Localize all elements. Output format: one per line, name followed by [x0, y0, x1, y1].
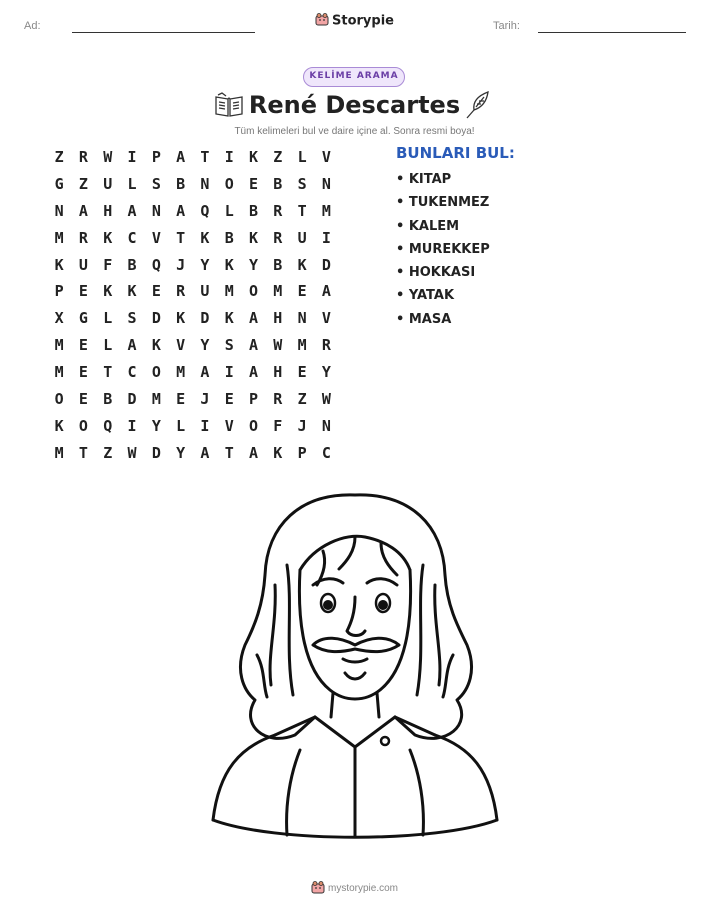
- grid-letter[interactable]: R: [273, 228, 283, 247]
- grid-letter[interactable]: R: [78, 228, 88, 247]
- grid-letter[interactable]: T: [78, 443, 88, 462]
- grid-letter[interactable]: O: [78, 416, 88, 435]
- grid-letter[interactable]: L: [127, 174, 137, 193]
- date-label: Tarih:: [493, 20, 520, 32]
- grid-letter[interactable]: M: [273, 282, 283, 301]
- grid-letter[interactable]: A: [249, 363, 259, 382]
- grid-letter[interactable]: N: [54, 201, 64, 220]
- grid-letter[interactable]: I: [224, 363, 234, 382]
- grid-letter[interactable]: N: [200, 174, 210, 193]
- grid-letter[interactable]: D: [200, 309, 210, 328]
- grid-letter[interactable]: Y: [176, 443, 186, 462]
- grid-letter[interactable]: V: [321, 148, 331, 166]
- grid-letter[interactable]: Q: [200, 201, 210, 220]
- grid-letter[interactable]: K: [176, 309, 186, 328]
- footer-url: mystorypie.com: [327, 883, 398, 894]
- grid-row: [47, 359, 339, 386]
- grid-letter[interactable]: Q: [151, 255, 161, 274]
- descartes-coloring-portrait: [205, 485, 505, 844]
- grid-letter[interactable]: C: [127, 228, 137, 247]
- grid-letter[interactable]: K: [127, 282, 137, 301]
- grid-letter[interactable]: O: [249, 416, 259, 435]
- grid-row: [47, 171, 339, 198]
- grid-row: [47, 413, 339, 440]
- grid-letter[interactable]: Z: [273, 148, 283, 166]
- grid-letter[interactable]: T: [103, 363, 113, 382]
- grid-letter[interactable]: E: [78, 336, 88, 355]
- word-item: • YATAK: [396, 288, 455, 304]
- grid-letter[interactable]: J: [297, 416, 307, 435]
- grid-letter[interactable]: E: [78, 282, 88, 301]
- grid-letter[interactable]: A: [78, 201, 88, 220]
- grid-letter[interactable]: K: [54, 255, 64, 274]
- grid-letter[interactable]: E: [78, 363, 88, 382]
- grid-letter[interactable]: W: [273, 336, 283, 355]
- grid-letter[interactable]: H: [273, 309, 283, 328]
- grid-letter[interactable]: B: [273, 174, 283, 193]
- grid-letter[interactable]: F: [103, 255, 113, 274]
- grid-letter[interactable]: B: [103, 390, 113, 409]
- grid-letter[interactable]: B: [273, 255, 283, 274]
- grid-letter[interactable]: I: [127, 148, 137, 166]
- grid-letter[interactable]: B: [224, 228, 234, 247]
- grid-letter[interactable]: I: [321, 228, 331, 247]
- grid-letter[interactable]: K: [151, 336, 161, 355]
- word-item: • HOKKASI: [396, 265, 476, 281]
- grid-letter[interactable]: Y: [200, 336, 210, 355]
- grid-letter[interactable]: F: [273, 416, 283, 435]
- grid-letter[interactable]: K: [103, 228, 113, 247]
- grid-letter[interactable]: S: [127, 309, 137, 328]
- grid-letter[interactable]: K: [249, 148, 259, 166]
- brand-header: [0, 12, 709, 30]
- grid-letter[interactable]: H: [273, 363, 283, 382]
- grid-letter[interactable]: E: [176, 390, 186, 409]
- name-line: [72, 32, 255, 33]
- storypie-logo-icon: [311, 880, 325, 897]
- grid-letter[interactable]: O: [151, 363, 161, 382]
- grid-letter[interactable]: A: [127, 201, 137, 220]
- grid-letter[interactable]: A: [249, 336, 259, 355]
- grid-letter[interactable]: I: [127, 416, 137, 435]
- name-label: Ad:: [24, 20, 41, 32]
- grid-letter[interactable]: R: [321, 336, 331, 355]
- grid-letter[interactable]: M: [151, 390, 161, 409]
- grid-letter[interactable]: M: [176, 363, 186, 382]
- grid-letter[interactable]: L: [103, 336, 113, 355]
- grid-letter[interactable]: K: [103, 282, 113, 301]
- grid-letter[interactable]: M: [297, 336, 307, 355]
- grid-letter[interactable]: A: [200, 363, 210, 382]
- grid-letter[interactable]: P: [54, 282, 64, 301]
- grid-letter[interactable]: T: [176, 228, 186, 247]
- grid-letter[interactable]: V: [321, 309, 331, 328]
- word-item: • TUKENMEZ: [396, 195, 490, 211]
- grid-row: [47, 225, 339, 252]
- grid-letter[interactable]: T: [200, 148, 210, 166]
- grid-letter[interactable]: M: [54, 336, 64, 355]
- grid-letter[interactable]: B: [176, 174, 186, 193]
- grid-letter[interactable]: C: [321, 443, 331, 462]
- grid-letter[interactable]: V: [151, 228, 161, 247]
- grid-letter[interactable]: W: [321, 390, 331, 409]
- grid-letter[interactable]: E: [297, 363, 307, 382]
- grid-row: [47, 198, 339, 225]
- grid-letter[interactable]: Z: [297, 390, 307, 409]
- grid-letter[interactable]: K: [297, 255, 307, 274]
- word-item: • KALEM: [396, 218, 460, 234]
- grid-letter[interactable]: B: [127, 255, 137, 274]
- grid-letter[interactable]: G: [54, 174, 64, 193]
- word-list: [396, 172, 490, 335]
- grid-letter[interactable]: A: [249, 309, 259, 328]
- grid-letter[interactable]: K: [54, 416, 64, 435]
- grid-letter[interactable]: J: [200, 390, 210, 409]
- grid-letter[interactable]: M: [54, 443, 64, 462]
- grid-row: [47, 440, 339, 467]
- grid-letter[interactable]: D: [151, 443, 161, 462]
- grid-letter[interactable]: E: [297, 282, 307, 301]
- grid-letter[interactable]: M: [54, 363, 64, 382]
- grid-letter[interactable]: O: [224, 174, 234, 193]
- grid-letter[interactable]: O: [54, 390, 64, 409]
- grid-letter[interactable]: R: [273, 390, 283, 409]
- grid-letter[interactable]: A: [200, 443, 210, 462]
- grid-letter[interactable]: K: [224, 255, 234, 274]
- grid-letter[interactable]: I: [200, 416, 210, 435]
- grid-letter[interactable]: T: [297, 201, 307, 220]
- grid-letter[interactable]: L: [297, 148, 307, 166]
- grid-letter[interactable]: A: [321, 282, 331, 301]
- storypie-logo-icon: [315, 12, 329, 30]
- grid-row: [47, 144, 339, 171]
- grid-letter[interactable]: M: [224, 282, 234, 301]
- grid-letter[interactable]: U: [297, 228, 307, 247]
- grid-letter[interactable]: U: [78, 255, 88, 274]
- grid-row: [47, 386, 339, 413]
- instructions: Tüm kelimeleri bul ve daire içine al. Sonra resmi boya!: [234, 126, 475, 137]
- grid-letter[interactable]: U: [200, 282, 210, 301]
- grid-letter[interactable]: I: [224, 148, 234, 166]
- grid-letter[interactable]: C: [127, 363, 137, 382]
- date-line: [538, 32, 686, 33]
- grid-letter[interactable]: R: [176, 282, 186, 301]
- grid-row: [47, 305, 339, 332]
- grid-letter[interactable]: R: [273, 201, 283, 220]
- grid-letter[interactable]: K: [249, 228, 259, 247]
- grid-letter[interactable]: S: [224, 336, 234, 355]
- grid-row: [47, 332, 339, 359]
- grid-letter[interactable]: N: [151, 201, 161, 220]
- grid-letter[interactable]: N: [321, 416, 331, 435]
- grid-letter[interactable]: Y: [249, 255, 259, 274]
- word-item: • MUREKKEP: [396, 241, 490, 257]
- grid-letter[interactable]: E: [224, 390, 234, 409]
- grid-row: [47, 278, 339, 305]
- grid-letter[interactable]: Y: [200, 255, 210, 274]
- grid-letter[interactable]: K: [224, 309, 234, 328]
- grid-letter[interactable]: D: [321, 255, 331, 274]
- grid-letter[interactable]: W: [103, 148, 113, 166]
- grid-letter[interactable]: P: [151, 148, 161, 166]
- grid-letter[interactable]: K: [200, 228, 210, 247]
- footer: [0, 880, 709, 897]
- grid-letter[interactable]: A: [176, 201, 186, 220]
- grid-letter[interactable]: P: [249, 390, 259, 409]
- grid-letter[interactable]: Z: [78, 174, 88, 193]
- word-search-grid: [47, 144, 339, 467]
- grid-letter[interactable]: S: [151, 174, 161, 193]
- quill-feather-icon: [464, 90, 492, 124]
- grid-letter[interactable]: N: [297, 309, 307, 328]
- grid-letter[interactable]: Y: [151, 416, 161, 435]
- grid-letter[interactable]: D: [127, 390, 137, 409]
- grid-letter[interactable]: X: [54, 309, 64, 328]
- grid-letter[interactable]: V: [224, 416, 234, 435]
- grid-letter[interactable]: H: [103, 201, 113, 220]
- puzzle-type-badge: KELİME ARAMA: [303, 67, 405, 87]
- word-item: • MASA: [396, 311, 452, 327]
- grid-letter[interactable]: O: [249, 282, 259, 301]
- grid-letter[interactable]: E: [151, 282, 161, 301]
- grid-letter[interactable]: B: [249, 201, 259, 220]
- grid-letter[interactable]: M: [321, 201, 331, 220]
- word-item: • KITAP: [396, 172, 452, 187]
- grid-letter[interactable]: L: [224, 201, 234, 220]
- grid-letter[interactable]: A: [127, 336, 137, 355]
- word-list-title: BUNLARI BUL:: [396, 144, 515, 162]
- grid-letter[interactable]: Y: [321, 363, 331, 382]
- grid-letter[interactable]: J: [176, 255, 186, 274]
- grid-letter[interactable]: A: [176, 148, 186, 166]
- grid-letter[interactable]: L: [176, 416, 186, 435]
- grid-letter[interactable]: T: [224, 443, 234, 462]
- grid-letter[interactable]: E: [78, 390, 88, 409]
- grid-letter[interactable]: Z: [54, 148, 64, 166]
- grid-letter[interactable]: W: [127, 443, 137, 462]
- grid-letter[interactable]: A: [249, 443, 259, 462]
- grid-letter[interactable]: N: [321, 174, 331, 193]
- grid-letter[interactable]: E: [249, 174, 259, 193]
- grid-letter[interactable]: L: [103, 309, 113, 328]
- grid-letter[interactable]: M: [54, 228, 64, 247]
- grid-letter[interactable]: G: [78, 309, 88, 328]
- grid-letter[interactable]: V: [176, 336, 186, 355]
- grid-letter[interactable]: Z: [103, 443, 113, 462]
- grid-letter[interactable]: R: [78, 148, 88, 166]
- grid-letter[interactable]: P: [297, 443, 307, 462]
- grid-letter[interactable]: K: [273, 443, 283, 462]
- grid-letter[interactable]: D: [151, 309, 161, 328]
- grid-letter[interactable]: Q: [103, 416, 113, 435]
- grid-letter[interactable]: U: [103, 174, 113, 193]
- grid-letter[interactable]: S: [297, 174, 307, 193]
- brand-name: Storypie: [332, 13, 394, 29]
- grid-row: [47, 252, 339, 279]
- page-title: René Descartes: [248, 91, 461, 119]
